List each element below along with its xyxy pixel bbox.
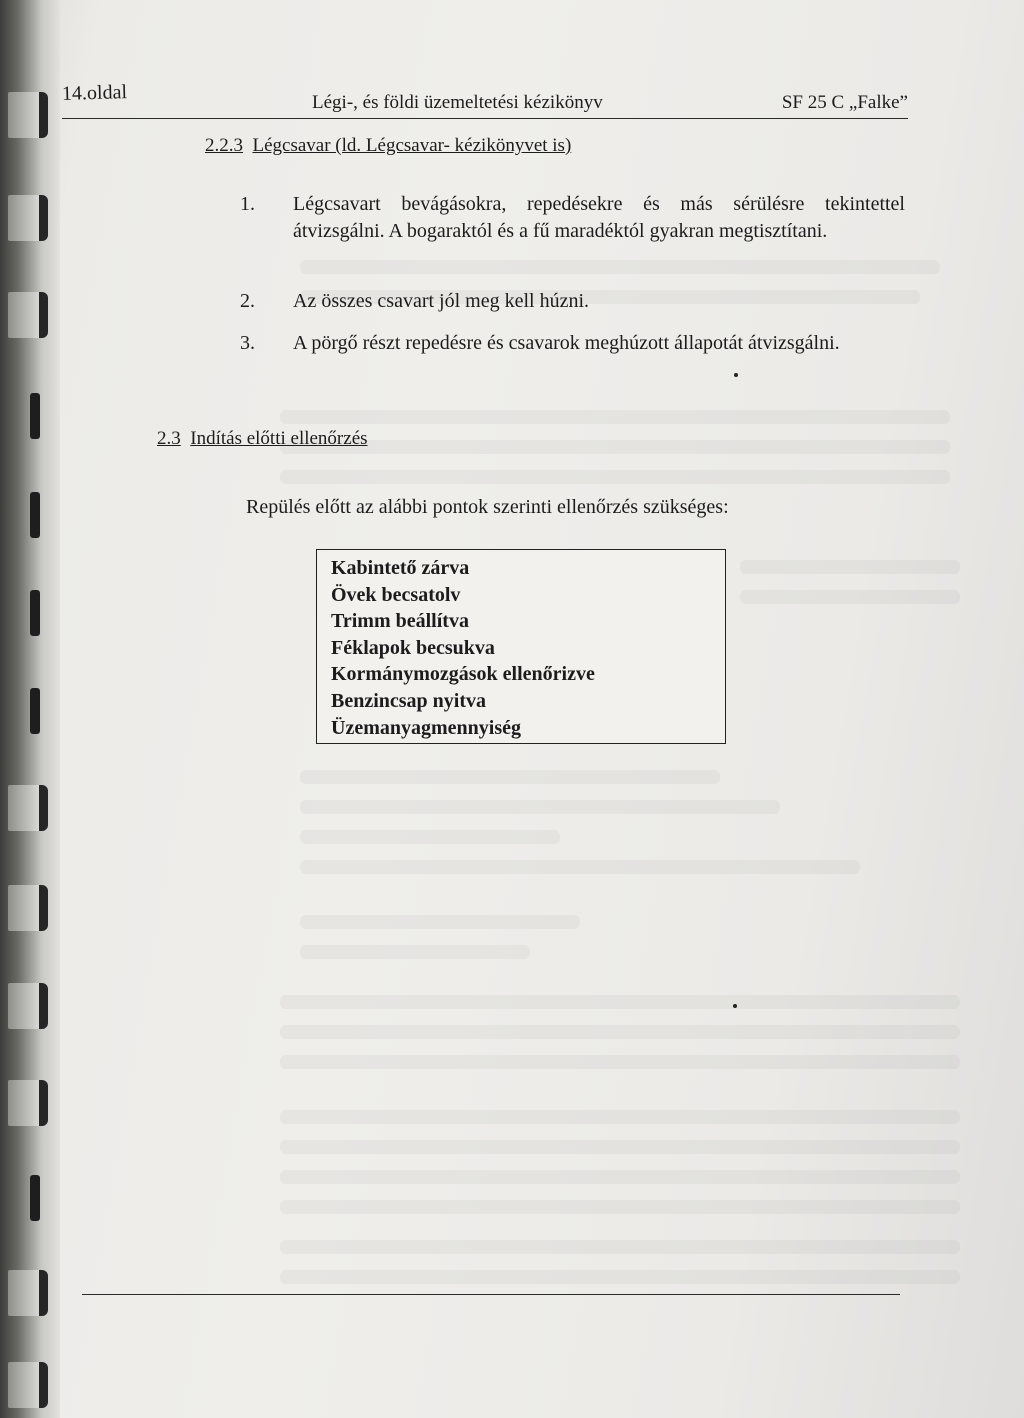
binding-ring <box>8 292 48 338</box>
binding-ring <box>8 195 48 241</box>
binding-ring <box>8 983 48 1029</box>
bleed-through <box>280 1240 960 1254</box>
checklist-item: Trimm beállítva <box>331 610 469 633</box>
section-title: Indítás előtti ellenőrzés <box>190 428 368 449</box>
list-item-text: Az összes csavart jól meg kell húzni. <box>293 290 590 312</box>
checklist-item: Kormánymozgások ellenőrizve <box>331 663 595 686</box>
checklist-intro: Repülés előtt az alábbi pontok szerinti ellenőrzés szükséges: <box>246 496 729 518</box>
list-item-number: 1. <box>240 193 255 215</box>
bleed-through <box>740 590 960 604</box>
bleed-through <box>300 830 560 844</box>
bleed-through <box>300 945 530 959</box>
binding-ring <box>8 785 48 831</box>
section-number: 2.2.3 <box>205 135 243 156</box>
binding-ring <box>8 885 48 931</box>
bleed-through <box>280 1270 960 1284</box>
list-item <box>240 330 905 386</box>
list-item <box>240 288 905 316</box>
manual-title: Légi-, és földi üzemeltetési kézikönyv <box>312 92 603 113</box>
preflight-checklist-box <box>316 549 726 744</box>
list-item-text: A pörgő részt repedésre és csavarok meghúzott állapotát átvizsgálni. <box>293 332 840 354</box>
bleed-through <box>280 1055 960 1069</box>
page-header <box>62 78 908 119</box>
bleed-through <box>280 1200 960 1214</box>
binding-hole <box>30 393 40 439</box>
page-number: 14.oldal <box>61 81 128 105</box>
bleed-through <box>300 800 780 814</box>
section-title: Légcsavar (ld. Légcsavar- kézikönyvet is) <box>252 135 572 156</box>
bleed-through <box>300 770 720 784</box>
checklist-item: Benzincsap nyitva <box>331 689 487 712</box>
section-number: 2.3 <box>157 428 181 449</box>
checklist-item: Üzemanyagmennyiség <box>331 716 521 739</box>
stray-mark <box>733 1004 737 1008</box>
checklist-item: Kabintető zárva <box>331 557 470 579</box>
list-item-number: 2. <box>240 290 255 312</box>
binding-ring <box>8 92 48 138</box>
aircraft-model: SF 25 C „Falke” <box>781 92 908 113</box>
binding-hole <box>30 492 40 538</box>
binding-ring <box>8 1270 48 1316</box>
bleed-through <box>280 1170 960 1184</box>
binding-hole <box>30 688 40 734</box>
bleed-through <box>740 560 960 574</box>
spiral-binding <box>0 0 60 1418</box>
binding-ring <box>8 1362 48 1408</box>
binding-hole <box>30 590 40 636</box>
binding-hole <box>30 1175 40 1221</box>
bleed-through <box>280 1140 960 1154</box>
bleed-through <box>280 1025 960 1039</box>
section-heading-2-2-3 <box>205 135 571 157</box>
list-item <box>240 191 905 273</box>
checklist-item: Féklapok becsukva <box>331 636 495 659</box>
list-item-number: 3. <box>240 332 255 354</box>
binding-ring <box>8 1080 48 1126</box>
bleed-through <box>280 1110 960 1124</box>
bleed-through <box>280 440 950 454</box>
bleed-through <box>280 410 950 424</box>
stray-mark <box>734 373 738 377</box>
checklist-item: Övek becsatolv <box>331 583 461 606</box>
bleed-through <box>300 915 580 929</box>
list-item-text: Légcsavart bevágásokra, repedésekre és más sérülésre tekintettel átvizsgálni. A bogaraktól és a fű maradéktól gyakran megtisztítani. <box>293 193 905 242</box>
bleed-through <box>280 995 960 1009</box>
section-heading-2-3 <box>157 428 368 450</box>
bleed-through <box>300 860 860 874</box>
footer-rule <box>82 1294 900 1295</box>
bleed-through <box>280 470 950 484</box>
